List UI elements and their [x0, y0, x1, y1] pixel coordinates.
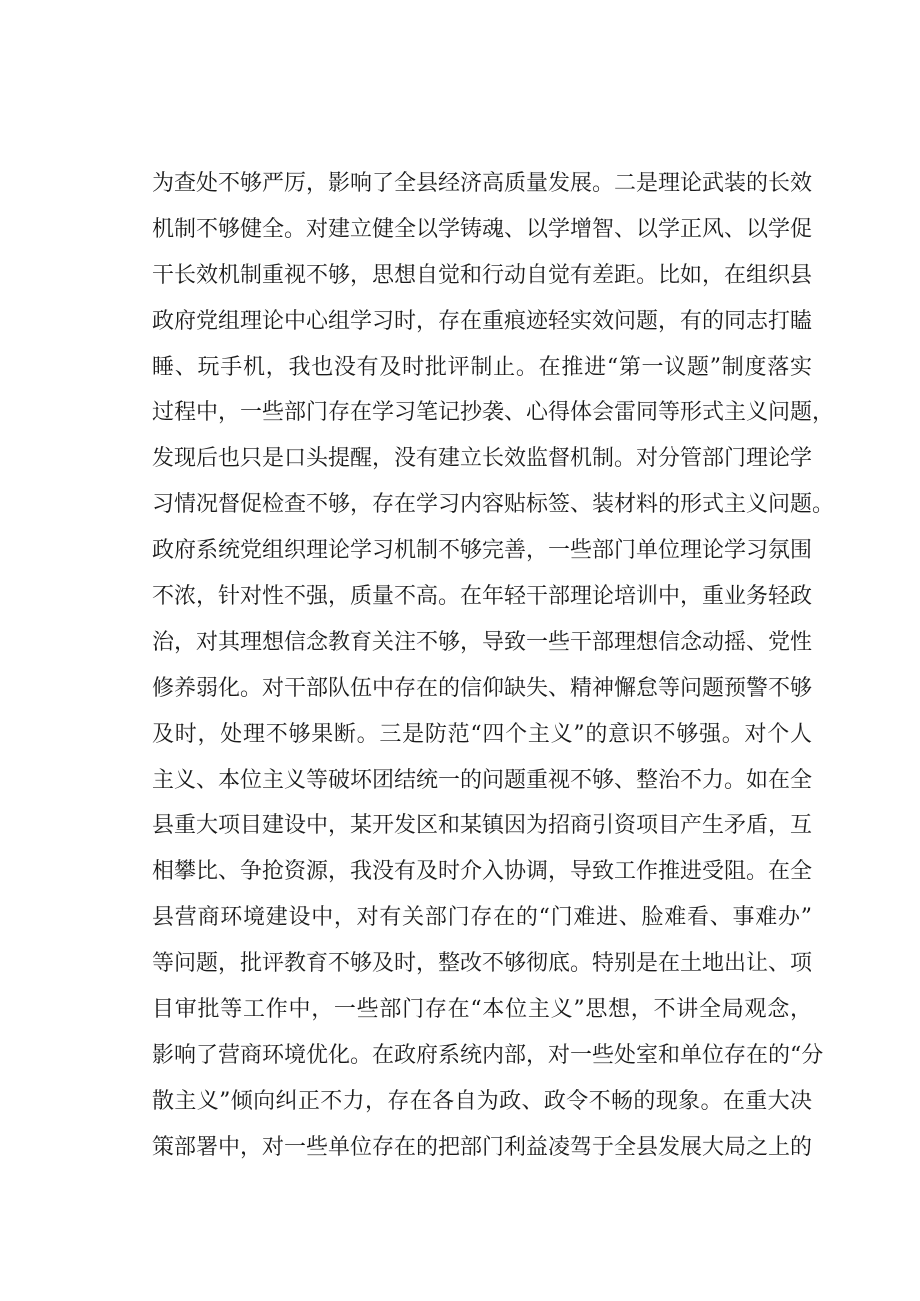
text-line-12: 修养弱化。对干部队伍中存在的信仰缺失、精神懈怠等问题预警不够 — [152, 675, 813, 701]
text-line-16: 相攀比、争抢资源，我没有及时介入协调，导致工作推进受阻。在全 — [152, 859, 813, 885]
text-line-6: 过程中，一些部门存在学习笔记抄袭、心得体会雷同等形式主义问题， — [152, 400, 835, 426]
text-line-11: 治，对其理想信念教育关注不够，导致一些干部理想信念动摇、党性 — [152, 629, 813, 655]
text-line-15: 县重大项目建设中，某开发区和某镇因为招商引资项目产生矛盾，互 — [152, 813, 813, 839]
text-line-10: 不浓，针对性不强，质量不高。在年轻干部理论培训中，重业务轻政 — [152, 584, 813, 610]
text-line-20: 影响了营商环境优化。在政府系统内部，对一些处室和单位存在的“分 — [152, 1042, 824, 1068]
text-line-17: 县营商环境建设中，对有关部门存在的“门难进、脸难看、事难办” — [152, 905, 812, 931]
text-line-13: 及时，处理不够果断。三是防范“四个主义”的意识不够强。对个人 — [152, 721, 812, 747]
text-line-8: 习情况督促检查不够，存在学习内容贴标签、装材料的形式主义问题。 — [152, 492, 835, 518]
text-line-1: 为查处不够严厉，影响了全县经济高质量发展。二是理论武装的长效 — [152, 171, 813, 196]
text-line-19: 目审批等工作中，一些部门存在“本位主义”思想，不讲全局观念， — [152, 997, 812, 1023]
text-line-4: 政府党组理论中心组学习时，存在重痕迹轻实效问题，有的同志打瞌 — [152, 308, 813, 334]
text-line-22: 策部署中，对一些单位存在的把部门利益凌驾于全县发展大局之上的 — [152, 1134, 813, 1160]
text-line-14: 主义、本位主义等破坏团结统一的问题重视不够、整治不力。如在全 — [152, 767, 813, 793]
text-line-9: 政府系统党组织理论学习机制不够完善，一些部门单位理论学习氛围 — [152, 538, 813, 564]
text-line-7: 发现后也只是口头提醒，没有建立长效监督机制。对分管部门理论学 — [152, 446, 813, 472]
text-line-21: 散主义”倾向纠正不力，存在各自为政、政令不畅的现象。在重大决 — [152, 1088, 812, 1114]
text-line-5: 睡、玩手机，我也没有及时批评制止。在推进“第一议题”制度落实 — [152, 354, 812, 380]
body-paragraph — [152, 161, 835, 1171]
text-line-2: 机制不够健全。对建立健全以学铸魂、以学增智、以学正风、以学促 — [152, 216, 813, 242]
text-line-3: 干长效机制重视不够，思想自觉和行动自觉有差距。比如，在组织县 — [152, 262, 813, 288]
text-line-18: 等问题，批评教育不够及时，整改不够彻底。特别是在土地出让、项 — [152, 951, 813, 977]
